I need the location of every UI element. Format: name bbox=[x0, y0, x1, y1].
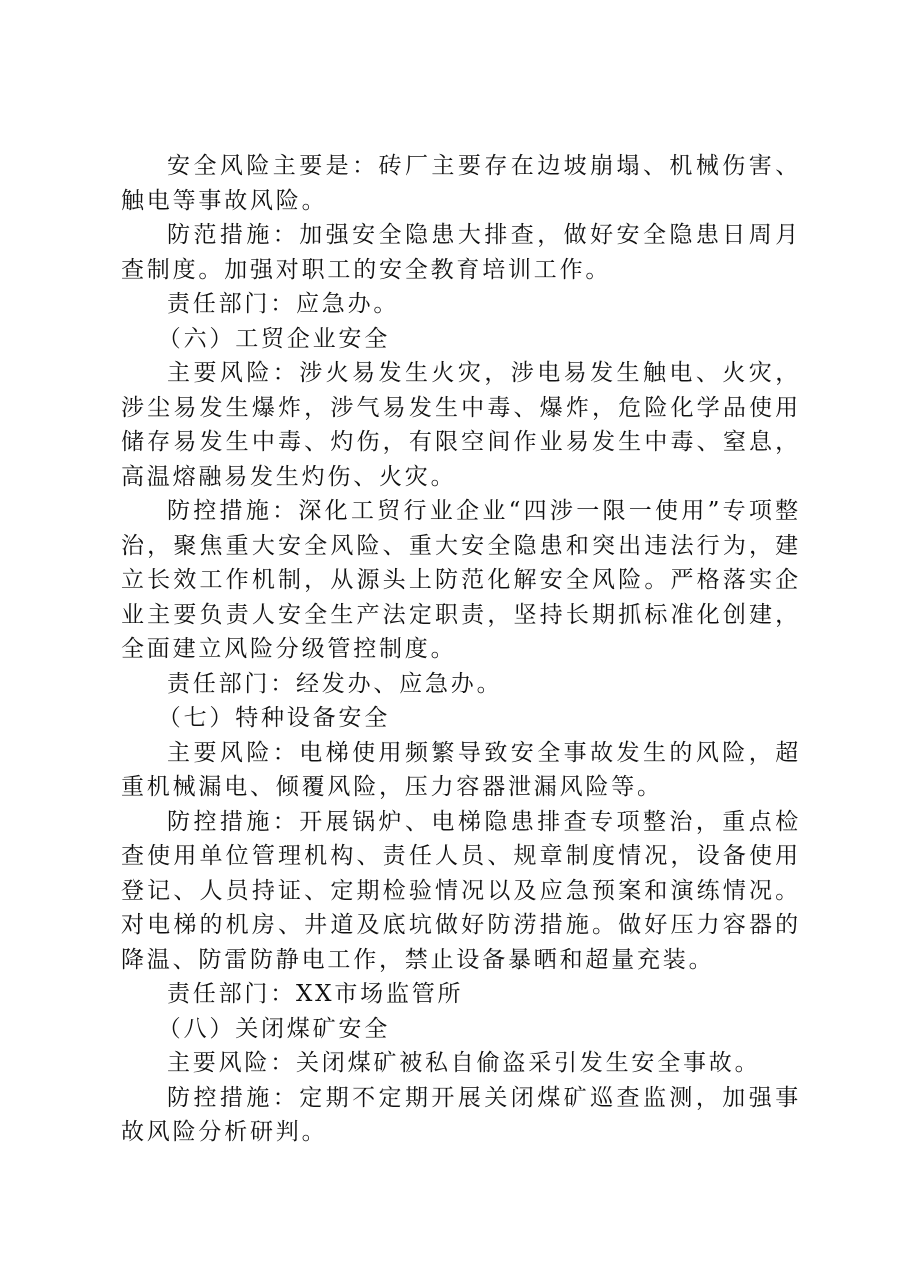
document-body bbox=[121, 149, 801, 1150]
section-heading-industry-trade: （六）工贸企业安全 bbox=[157, 325, 390, 352]
responsible-dept-industry-trade: 责任部门：经发办、应急办。 bbox=[167, 670, 503, 697]
section-heading-special-equipment: （七）特种设备安全 bbox=[157, 705, 390, 731]
measures-paragraph-special-equipment: 防控措施：开展锅炉、电梯隐患排查专项整治，重点检查使用单位管理机构、责任人员、规章制度情况，设备使用登记、人员持证、定期检验情况以及应急预案和演练情况。对电梯的机房、井道及底坑做好防涝措施。做好压力容器的降温、防雷防静电工作，禁止设备暴晒和超量充装。 bbox=[121, 808, 801, 973]
section-heading-closed-mines: （八）关闭煤矿安全 bbox=[157, 1015, 390, 1042]
responsible-dept-special-equipment: 责任部门：XX市场监管所 bbox=[167, 981, 464, 1007]
risk-paragraph-closed-mines: 主要风险：关闭煤矿被私自偷盗采引发生安全事故。 bbox=[167, 1050, 761, 1076]
measures-paragraph-closed-mines: 防控措施：定期不定期开展关闭煤矿巡查监测，加强事故风险分析研判。 bbox=[121, 1084, 801, 1145]
risk-paragraph-brickworks: 安全风险主要是：砖厂主要存在边坡崩塌、机械伤害、触电等事故风险。 bbox=[121, 153, 801, 214]
risk-paragraph-special-equipment: 主要风险：电梯使用频繁导致安全事故发生的风险，超重机械漏电、倾覆风险，压力容器泄漏风险等。 bbox=[121, 739, 801, 800]
measures-paragraph-brickworks: 防范措施：加强安全隐患大排查，做好安全隐患日周月查制度。加强对职工的安全教育培训工作。 bbox=[121, 222, 801, 283]
responsible-dept-brickworks: 责任部门：应急办。 bbox=[167, 291, 400, 317]
risk-paragraph-industry-trade: 主要风险：涉火易发生火灾，涉电易发生触电、火灾，涉尘易发生爆炸，涉气易发生中毒、爆炸，危险化学品使用储存易发生中毒、灼伤，有限空间作业易发生中毒、窒息，高温熔融易发生灼伤、火灾。 bbox=[121, 360, 801, 490]
measures-paragraph-industry-trade: 防控措施：深化工贸行业企业“四涉一限一使用”专项整治，聚焦重大安全风险、重大安全隐患和突出违法行为，建立长效工作机制，从源头上防范化解安全风险。严格落实企业主要负责人安全生产法定职责，坚持长期抓标准化创建，全面建立风险分级管控制度。 bbox=[121, 498, 801, 662]
